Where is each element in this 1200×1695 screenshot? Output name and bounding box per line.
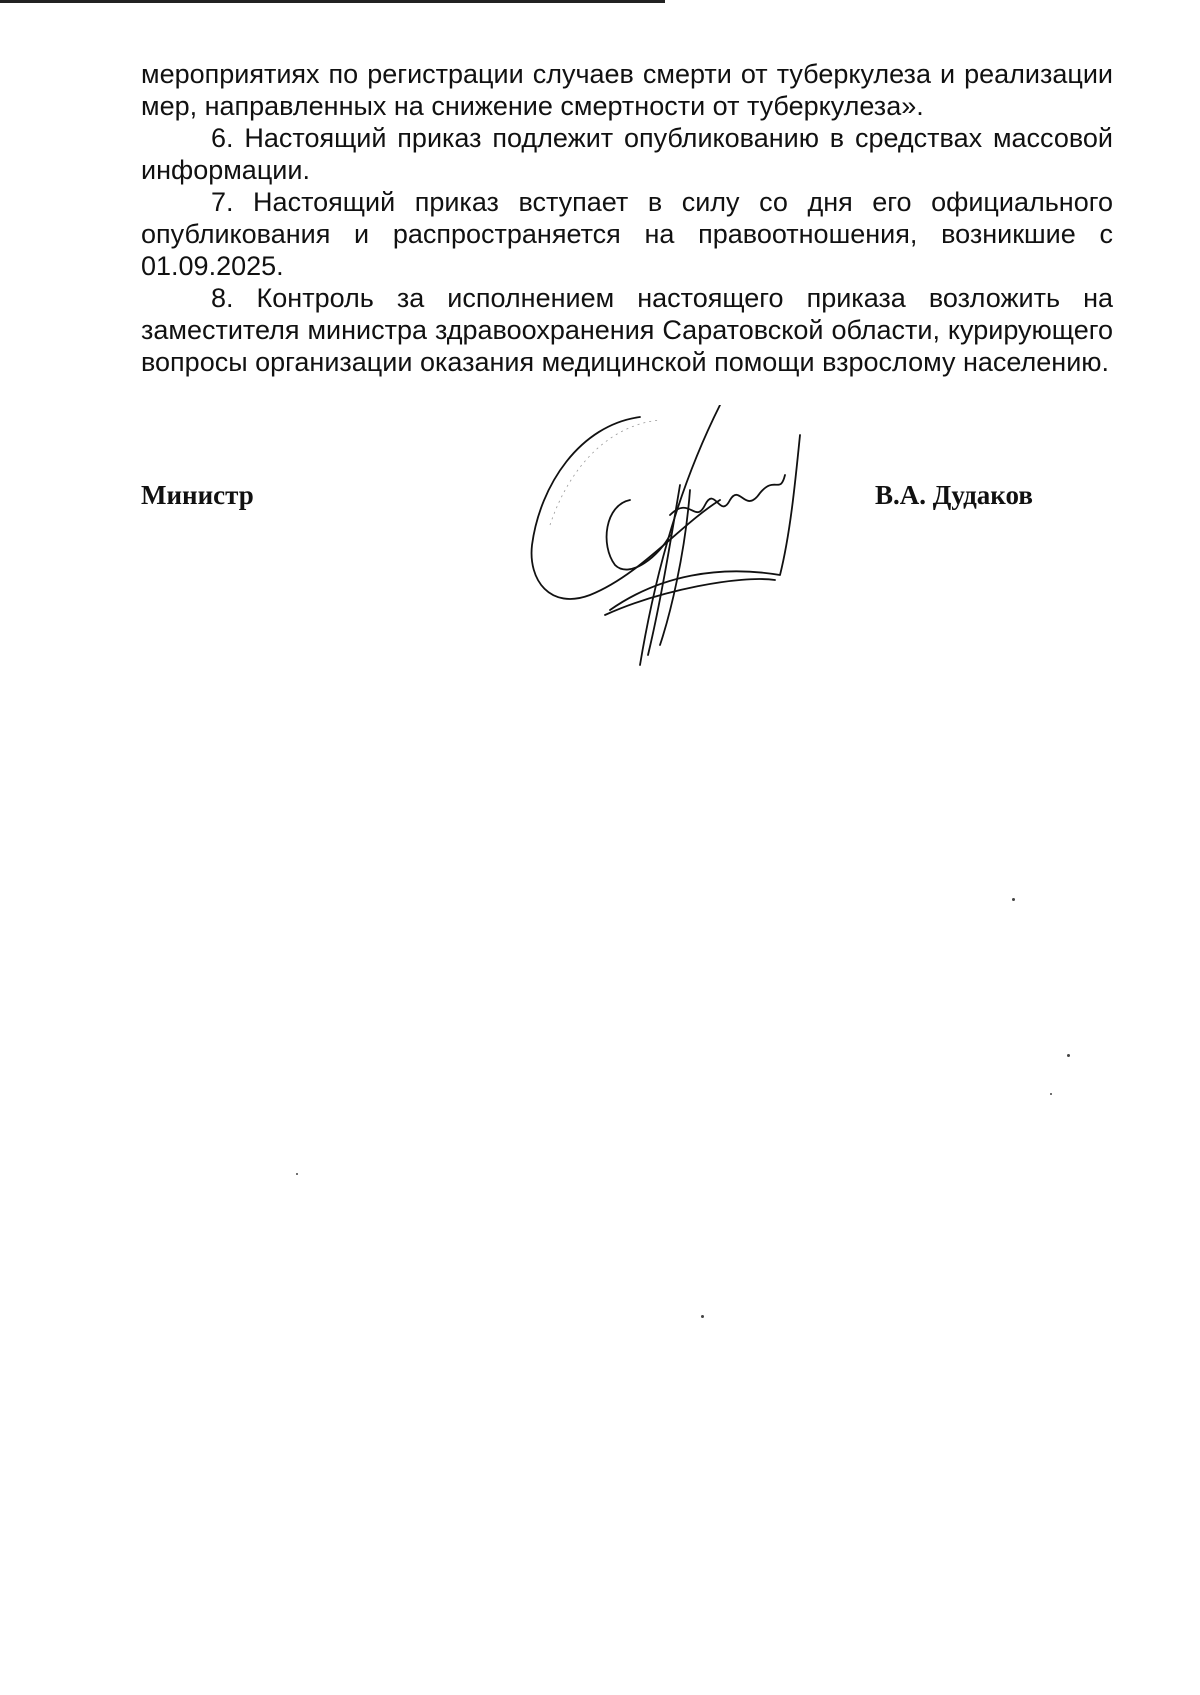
scan-speck xyxy=(1012,898,1015,901)
handwritten-signature-icon xyxy=(520,405,850,685)
scan-speck xyxy=(701,1315,704,1318)
paragraph-continuation: мероприятиях по регистрации случаев смерти от туберкулеза и реализации мер, направленных на снижение смертности от туберкулеза». xyxy=(141,59,1113,121)
scan-speck xyxy=(1050,1093,1052,1095)
scan-speck xyxy=(296,1173,298,1175)
signatory-name: В.А. Дудаков xyxy=(875,480,1033,510)
document-body xyxy=(141,58,1113,378)
scan-speck xyxy=(1067,1054,1070,1057)
signatory-position: Министр xyxy=(141,480,254,510)
top-border-line xyxy=(0,0,665,3)
paragraph-6: 6. Настоящий приказ подлежит опубликованию в средствах массовой информации. xyxy=(141,123,1113,185)
paragraph-7: 7. Настоящий приказ вступает в силу со дня его официального опубликования и распространяется на правоотношения, возникшие с 01.09.2025. xyxy=(141,187,1113,281)
paragraph-8: 8. Контроль за исполнением настоящего приказа возложить на заместителя министра здравоохранения Саратовской области, курирующего вопросы организации оказания медицинской помощи взрослому населению. xyxy=(141,283,1113,377)
